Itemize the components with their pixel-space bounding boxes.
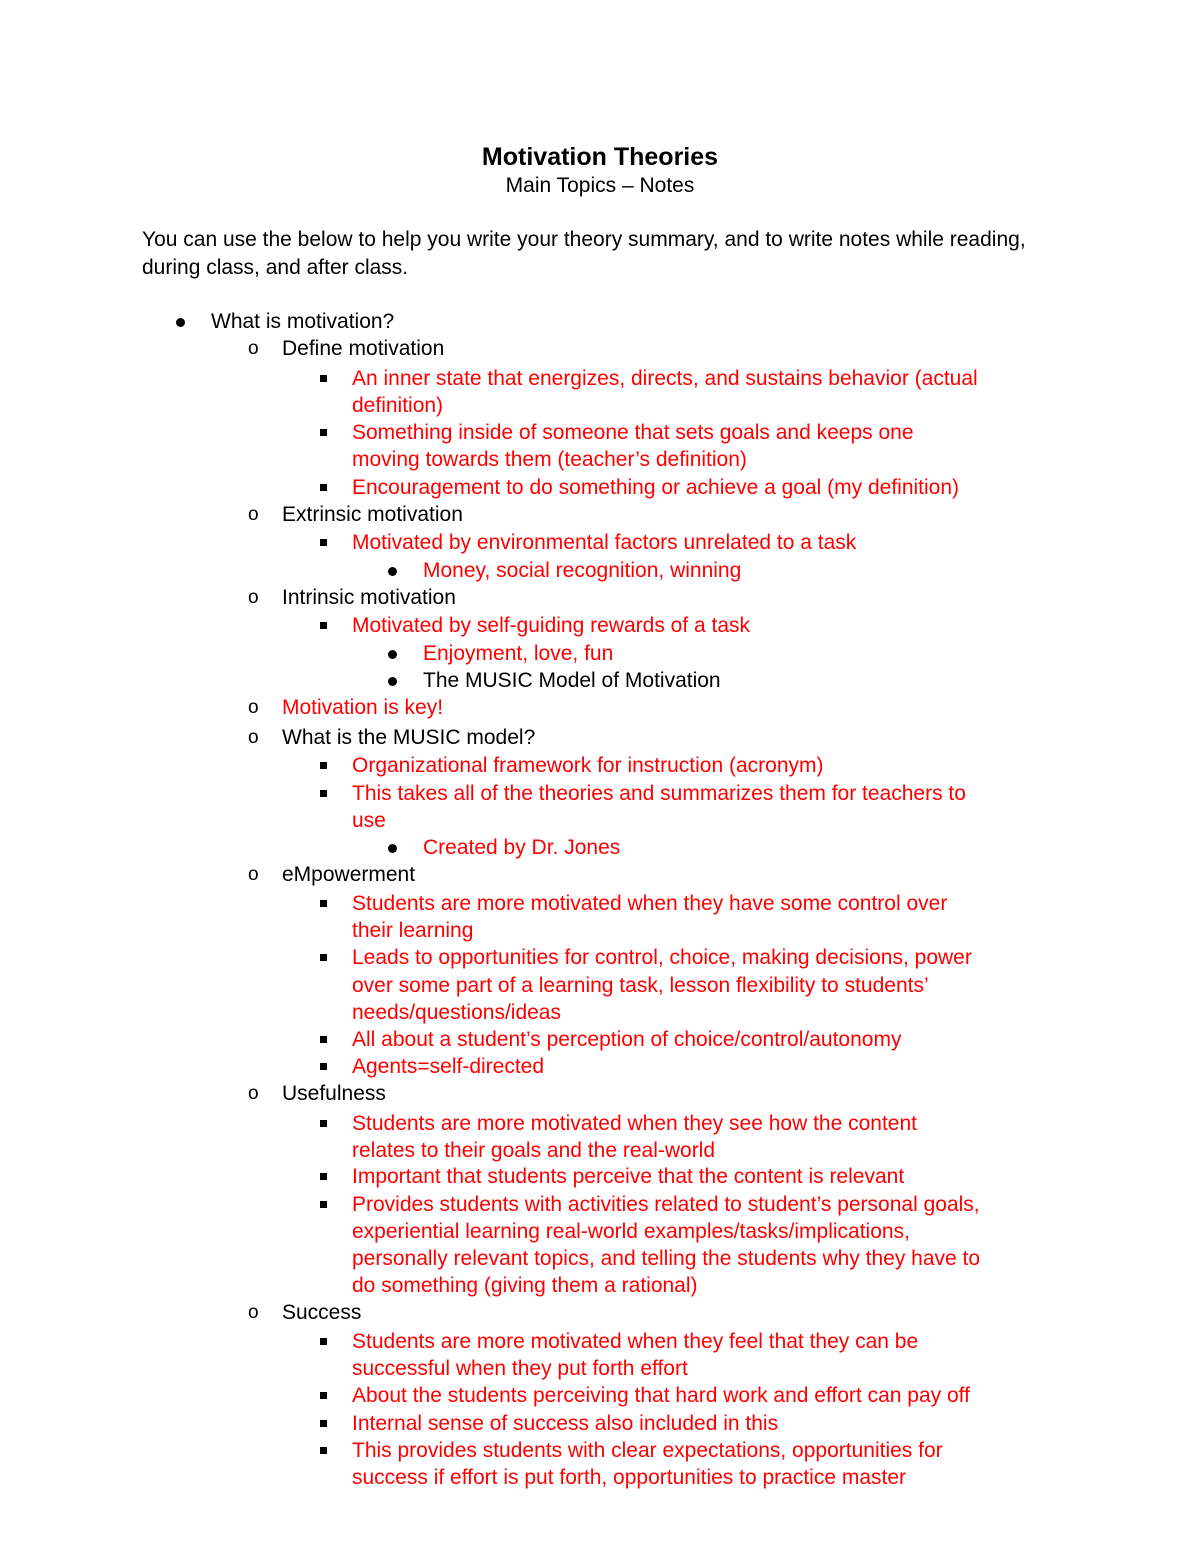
square-bullet-icon — [320, 954, 327, 961]
circle-bullet-icon: o — [248, 864, 259, 885]
note-text: This provides students with clear expectations, opportunities for — [352, 1439, 943, 1462]
square-bullet-icon — [320, 622, 327, 629]
note-text: use — [352, 809, 386, 832]
note-text: Encouragement to do something or achieve a goal (my definition) — [352, 476, 960, 499]
note-text: successful when they put forth effort — [352, 1357, 688, 1380]
note-text: relates to their goals and the real-world — [352, 1139, 716, 1162]
note-text: Important that students perceive that the content is relevant — [352, 1165, 905, 1188]
note-text: Leads to opportunities for control, choice, making decisions, power — [352, 946, 972, 969]
topic-text: What is the MUSIC model? — [282, 726, 536, 749]
square-bullet-icon — [320, 1420, 327, 1427]
square-bullet-icon — [320, 762, 327, 769]
square-bullet-icon — [320, 1392, 327, 1399]
bullet-icon — [388, 650, 397, 659]
square-bullet-icon — [320, 790, 327, 797]
square-bullet-icon — [320, 539, 327, 546]
note-text: Money, social recognition, winning — [423, 559, 742, 582]
topic-text: Define motivation — [282, 337, 445, 360]
intro-paragraph: You can use the below to help you write your theory summary, and to write notes while reading, during class, and after class. — [142, 228, 1026, 279]
square-bullet-icon — [320, 429, 327, 436]
square-bullet-icon — [320, 375, 327, 382]
topic-text: Usefulness — [282, 1082, 386, 1105]
square-bullet-icon — [320, 1173, 327, 1180]
square-bullet-icon — [320, 1120, 327, 1127]
circle-bullet-icon: o — [248, 504, 259, 525]
note-text: Internal sense of success also included in this — [352, 1412, 779, 1435]
note-text: Motivated by environmental factors unrelated to a task — [352, 531, 857, 554]
note-text: Students are more motivated when they feel that they can be — [352, 1330, 919, 1353]
note-text: Agents=self-directed — [352, 1055, 545, 1078]
circle-bullet-icon: o — [248, 1302, 259, 1323]
note-text: All about a student’s perception of choice/control/autonomy — [352, 1028, 902, 1051]
note-text: success if effort is put forth, opportunities to practice master — [352, 1466, 907, 1489]
note-text: Students are more motivated when they have some control over — [352, 892, 948, 915]
note-text: Created by Dr. Jones — [423, 836, 621, 859]
note-text: About the students perceiving that hard work and effort can pay off — [352, 1384, 970, 1407]
topic-text: Intrinsic motivation — [282, 586, 456, 609]
square-bullet-icon — [320, 1036, 327, 1043]
note-text: needs/questions/ideas — [352, 1001, 561, 1024]
note-text: experiential learning real-world examples/tasks/implications, — [352, 1220, 910, 1243]
bullet-icon — [388, 677, 397, 686]
note-text: Motivated by self-guiding rewards of a task — [352, 614, 751, 637]
circle-bullet-icon: o — [248, 697, 259, 718]
circle-bullet-icon: o — [248, 338, 259, 359]
note-text: Students are more motivated when they see how the content — [352, 1112, 918, 1135]
note-text: This takes all of the theories and summarizes them for teachers to — [352, 782, 966, 805]
square-bullet-icon — [320, 1063, 327, 1070]
square-bullet-icon — [320, 1338, 327, 1345]
bullet-icon — [176, 318, 185, 327]
note-text: personally relevant topics, and telling the students why they have to — [352, 1247, 981, 1270]
note-text: over some part of a learning task, lesson flexibility to students’ — [352, 974, 929, 997]
document-title: Motivation Theories — [481, 143, 719, 171]
topic-text: eMpowerment — [282, 863, 416, 886]
note-text: Organizational framework for instruction (acronym) — [352, 754, 824, 777]
square-bullet-icon — [320, 1447, 327, 1454]
topic-text: Success — [282, 1301, 362, 1324]
topic-text: The MUSIC Model of Motivation — [423, 669, 721, 692]
note-text: An inner state that energizes, directs, and sustains behavior (actual — [352, 367, 978, 390]
note-text: do something (giving them a rational) — [352, 1274, 698, 1297]
circle-bullet-icon: o — [248, 1083, 259, 1104]
note-text: Something inside of someone that sets goals and keeps one — [352, 421, 914, 444]
note-text: Enjoyment, love, fun — [423, 642, 614, 665]
note-text: Motivation is key! — [282, 696, 444, 719]
note-text: Provides students with activities related to student’s personal goals, — [352, 1193, 980, 1216]
topic-text: Extrinsic motivation — [282, 503, 463, 526]
bullet-icon — [388, 567, 397, 576]
note-text: definition) — [352, 394, 444, 417]
note-text: their learning — [352, 919, 474, 942]
document-subtitle: Main Topics – Notes — [505, 174, 695, 197]
bullet-icon — [388, 844, 397, 853]
note-text: moving towards them (teacher’s definition) — [352, 448, 747, 471]
square-bullet-icon — [320, 484, 327, 491]
topic-text: What is motivation? — [211, 310, 395, 333]
circle-bullet-icon: o — [248, 727, 259, 748]
circle-bullet-icon: o — [248, 587, 259, 608]
square-bullet-icon — [320, 900, 327, 907]
square-bullet-icon — [320, 1201, 327, 1208]
